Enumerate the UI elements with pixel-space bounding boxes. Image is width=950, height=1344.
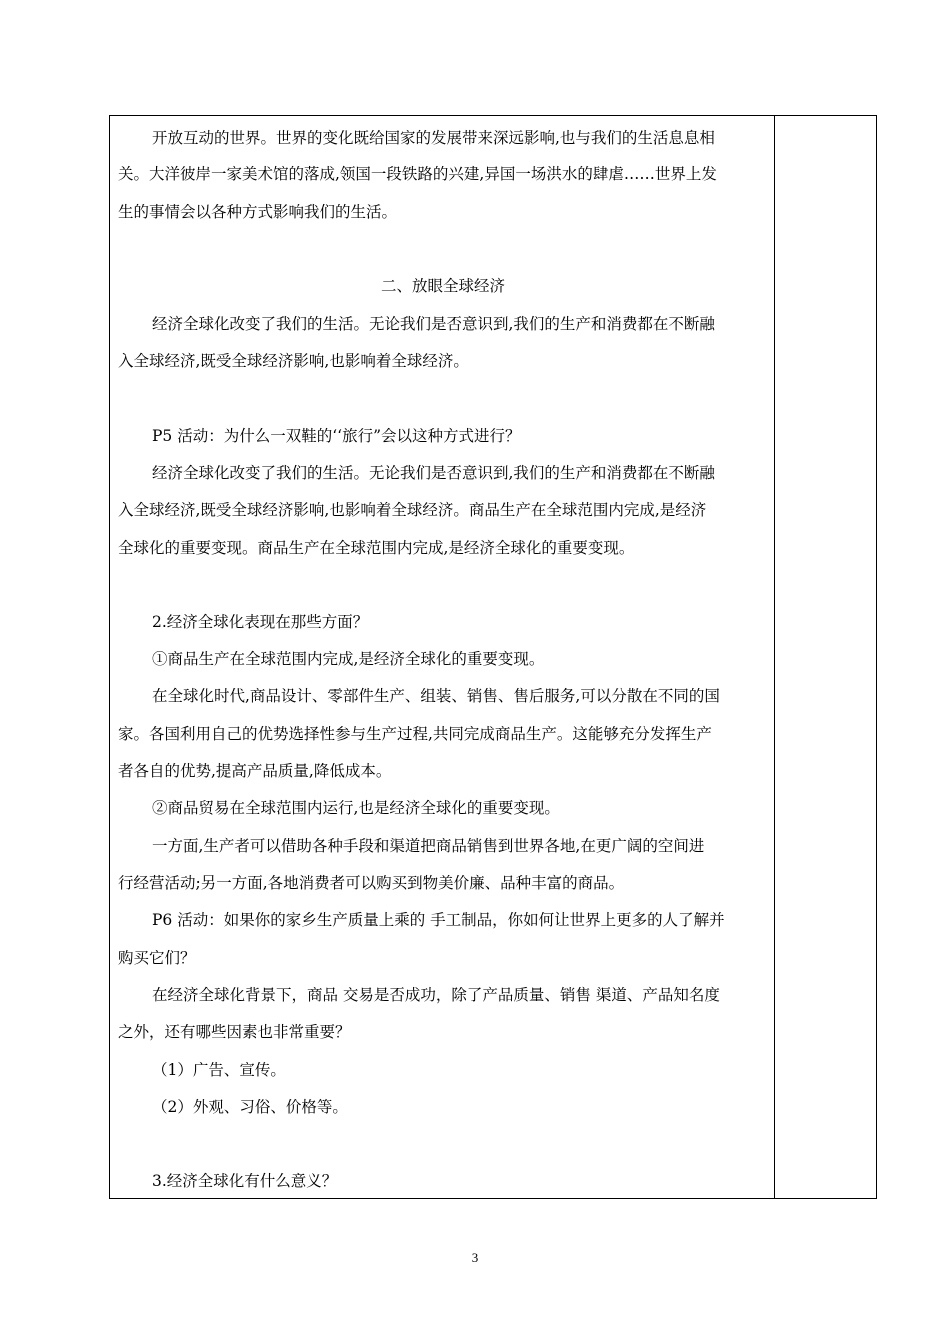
question-line: 2.经济全球化表现在那些方面？ bbox=[152, 613, 369, 631]
paragraph-line: 生的事情会以各种方式影响我们的生活。 bbox=[118, 203, 398, 221]
activity-line: P6 活动：如果你的家乡生产质量上乘的 手工制品，你如何让世界上更多的人了解并 bbox=[152, 911, 725, 929]
paragraph-line: 之外，还有哪些因素也非常重要？ bbox=[118, 1023, 351, 1041]
paragraph-line: 购买它们？ bbox=[118, 949, 196, 967]
paragraph-line: 经济全球化改变了我们的生活。无论我们是否意识到,我们的生产和消费都在不断融 bbox=[152, 464, 715, 482]
paragraph-line: ②商品贸易在全球范围内运行,也是经济全球化的重要变现。 bbox=[152, 799, 560, 817]
paragraph-line: 一方面,生产者可以借助各种手段和渠道把商品销售到世界各地,在更广阔的空间进 bbox=[152, 837, 705, 855]
paragraph-line: 行经营活动;另一方面,各地消费者可以购买到物美价廉、品种丰富的商品。 bbox=[118, 874, 625, 892]
lesson-table bbox=[109, 115, 877, 1199]
paragraph-line: 入全球经济,既受全球经济影响,也影响着全球经济。商品生产在全球范围内完成,是经济 bbox=[118, 501, 707, 519]
page-number: 3 bbox=[471, 1250, 479, 1265]
paragraph-line: 在全球化时代,商品设计、零部件生产、组装、销售、售后服务,可以分散在不同的国 bbox=[152, 687, 720, 705]
paragraph-line: 经济全球化改变了我们的生活。无论我们是否意识到,我们的生产和消费都在不断融 bbox=[152, 315, 715, 333]
paragraph-line: 入全球经济,既受全球经济影响,也影响着全球经济。 bbox=[118, 352, 469, 370]
paragraph-line: 者各自的优势,提高产品质量,降低成本。 bbox=[118, 762, 392, 780]
paragraph-line: 家。各国利用自己的优势选择性参与生产过程,共同完成商品生产。这能够充分发挥生产 bbox=[118, 725, 712, 743]
section-heading: 二、放眼全球经济 bbox=[380, 277, 505, 295]
column-divider bbox=[774, 116, 775, 1198]
paragraph-line: 关。大洋彼岸一家美术馆的落成,领国一段铁路的兴建,异国一场洪水的肆虐……世界上发 bbox=[118, 165, 717, 183]
question-line: 3.经济全球化有什么意义？ bbox=[152, 1172, 338, 1190]
list-item: （2）外观、习俗、价格等。 bbox=[152, 1098, 348, 1116]
list-item: （1）广告、宣传。 bbox=[152, 1061, 286, 1079]
paragraph-line: ①商品生产在全球范围内完成,是经济全球化的重要变现。 bbox=[152, 650, 545, 668]
paragraph-line: 在经济全球化背景下，商品 交易是否成功，除了产品质量、销售 渠道、产品知名度 bbox=[152, 986, 720, 1004]
paragraph-line: 开放互动的世界。世界的变化既给国家的发展带来深远影响,也与我们的生活息息相 bbox=[152, 129, 715, 147]
paragraph-line: 全球化的重要变现。商品生产在全球范围内完成,是经济全球化的重要变现。 bbox=[118, 539, 635, 557]
activity-line: P5 活动：为什么一双鞋的‘‘旅行”会以这种方式进行？ bbox=[152, 427, 521, 445]
